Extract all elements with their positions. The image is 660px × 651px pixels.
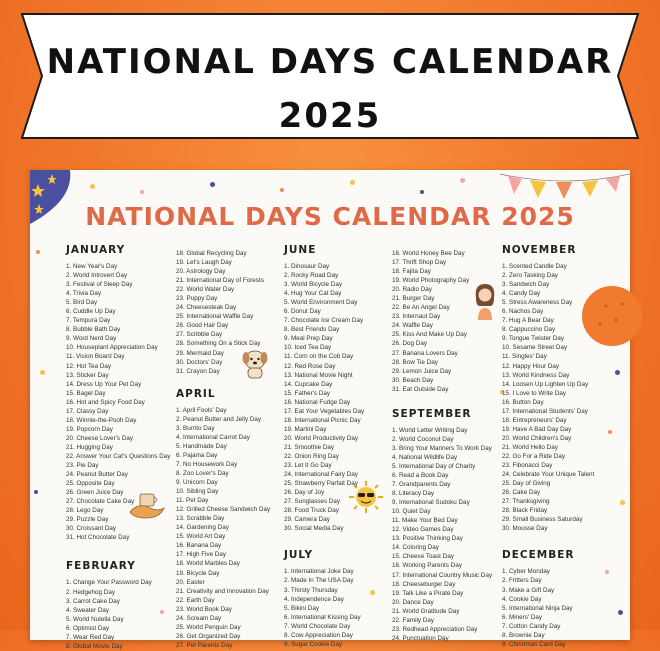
- day-entry: 2. Hedgehog Day: [66, 588, 116, 596]
- day-entry: 5. World Environment Day: [284, 299, 358, 307]
- day-entry: 13. Scrabble Day: [176, 515, 225, 523]
- banner-title-line1: NATIONAL DAYS CALENDAR: [46, 42, 614, 82]
- day-entry: 18. Entrepreneurs' Day: [502, 416, 567, 424]
- day-entry: 20. World Productivity Day: [284, 434, 359, 442]
- month-heading-february: FEBRUARY: [66, 560, 136, 573]
- day-entry: 3. Carrot Cake Day: [66, 597, 120, 605]
- day-entry: 5. Bird Day: [66, 299, 98, 307]
- day-entry: 4. International Carrot Day: [176, 433, 250, 441]
- day-entry: 2. World Introvert Day: [66, 272, 128, 280]
- day-entry: 21. Creativity and Innovation Day: [176, 587, 269, 595]
- day-entry: 17. International Students' Day: [502, 407, 588, 415]
- day-entry: 29. Lemon Juice Day: [392, 367, 452, 375]
- day-entry: 16. National Fudge Day: [284, 398, 351, 406]
- day-entry: 8. Zoo Lover's Day: [176, 469, 229, 477]
- day-entry: 16. Working Parents Day: [392, 562, 462, 570]
- day-entry: 5. Stress Awareness Day: [502, 299, 573, 307]
- month-heading-december: DECEMBER: [502, 549, 575, 562]
- day-entry: 5. International Day of Charity: [392, 462, 476, 470]
- day-entry: 14. Cupcake Day: [284, 380, 333, 388]
- day-entry: 4. Candy Day: [502, 290, 541, 298]
- day-entry: 22. Earth Day: [176, 596, 215, 604]
- day-entry: 7. Chocolate Ice Cream Day: [284, 317, 364, 325]
- calendar-title: NATIONAL DAYS CALENDAR 2025: [85, 202, 575, 231]
- confetti-dot: [615, 370, 620, 375]
- day-entry: 26. Get Organized Day: [176, 632, 241, 640]
- day-entry: 30. Doctors' Day: [176, 358, 223, 366]
- day-entry: 3. Sandwich Day: [502, 281, 550, 289]
- day-entry: 6. Pajama Day: [176, 451, 218, 459]
- day-entry: 18. World Marbles Day: [176, 560, 240, 568]
- day-entry: 13. World Kindness Day: [502, 371, 570, 379]
- day-entry: 16. World Honey Bee Day: [392, 250, 465, 257]
- day-entry: 3. Make a Gift Day: [502, 586, 555, 594]
- confetti-dot: [34, 490, 38, 494]
- day-entry: 19. Have A Bad Day Day: [502, 425, 572, 433]
- day-entry: 17. Eat Your Vegetables Day: [284, 407, 365, 415]
- day-entry: 23. Internaut Day: [392, 313, 441, 321]
- day-entry: 10. Iced Tea Day: [284, 344, 332, 352]
- day-entry: 16. Button Day: [502, 398, 544, 406]
- day-entry: 26. Good Hair Day: [176, 322, 229, 330]
- day-entry: 12. Grilled Cheese Sandwich Day: [176, 506, 271, 514]
- day-entry: 1. Scented Candle Day: [502, 263, 567, 270]
- day-entry: 27. Scribble Day: [176, 331, 223, 339]
- month-heading-november: NOVEMBER: [502, 244, 577, 256]
- day-entry: 5. International Ninja Day: [502, 604, 573, 612]
- day-entry: 2. Peanut Butter and Jelly Day: [176, 415, 262, 423]
- day-entry: 24. Punctuation Day: [392, 634, 449, 642]
- day-entry: 13. National Movie Night: [284, 371, 353, 379]
- day-entry: 6. Cuddle Up Day: [66, 308, 116, 316]
- day-entry: 17. Thrift Shop Day: [392, 259, 447, 267]
- day-entry: 22. Onion Ring Day: [284, 452, 339, 460]
- day-entry: 7. World Chocolate Day: [284, 622, 351, 630]
- day-entry: 4. Hug Your Cat Day: [284, 290, 342, 298]
- day-entry: 6. Optimist Day: [66, 624, 110, 632]
- calendar-sheet: [30, 170, 630, 650]
- day-entry: 20. World Children's Day: [502, 434, 572, 442]
- day-list-september: [392, 426, 496, 643]
- day-entry: 22. Family Day: [392, 616, 434, 624]
- day-entry: 1. Dinosaur Day: [284, 263, 330, 270]
- day-entry: 29. Small Business Saturday: [502, 516, 583, 524]
- day-entry: 25. Day of Giving: [502, 480, 551, 488]
- day-entry: 10. Quiet Day: [392, 508, 431, 516]
- day-entry: 23. Redhead Appreciation Day: [392, 625, 478, 633]
- confetti-dot: [90, 184, 95, 189]
- day-entry: 23. Fibonacci Day: [502, 462, 553, 470]
- day-entry: 9. Unicorn Day: [176, 479, 218, 487]
- day-entry: 24. Waffle Day: [392, 322, 433, 330]
- day-entry: 4. Sweater Day: [66, 606, 110, 614]
- day-list-august: [392, 249, 496, 394]
- day-entry: 16. Banana Day: [176, 542, 222, 550]
- day-entry: 7. No Housework Day: [176, 460, 238, 468]
- day-entry: 8. Bubble Bath Day: [66, 326, 121, 334]
- day-entry: 9. Meal Prep Day: [284, 335, 333, 343]
- day-entry: 11. Make Your Bed Day: [392, 517, 458, 525]
- day-entry: 9. Sugar Cookie Day: [284, 640, 343, 648]
- day-entry: 21. International Day of Forests: [176, 277, 264, 285]
- day-entry: 14. Dress Up Your Pet Day: [66, 380, 142, 388]
- day-entry: 8. Cappuccino Day: [502, 326, 556, 334]
- day-entry: 1. Change Your Password Day: [66, 579, 152, 587]
- day-entry: 29. Mermaid Day: [176, 349, 224, 357]
- day-entry: 31. Hot Chocolate Day: [66, 534, 130, 542]
- day-entry: 5. World Nutella Day: [66, 615, 124, 623]
- confetti-dot: [420, 190, 424, 194]
- day-entry: 27. Banana Lovers Day: [392, 349, 458, 357]
- column-3: [284, 242, 388, 649]
- day-entry: 28. Lego Day: [66, 507, 104, 515]
- confetti-dot: [350, 180, 355, 185]
- day-entry: 3. Burrito Day: [176, 424, 215, 432]
- day-entry: 15. Father's Day: [284, 389, 330, 397]
- day-entry: 19. Talk Like a Pirate Day: [392, 589, 464, 597]
- day-entry: 13. Positive Thinking Day: [392, 535, 463, 543]
- day-entry: 11. Vision Board Day: [66, 353, 125, 361]
- day-entry: 9. Christmas Card Day: [502, 640, 566, 648]
- confetti-dot: [280, 188, 284, 192]
- day-entry: 12. Happy Hour Day: [502, 362, 560, 370]
- day-entry: 21. World Gratitude Day: [392, 607, 460, 615]
- confetti-dot: [40, 370, 45, 375]
- day-entry: 29. Puzzle Day: [66, 516, 109, 524]
- day-entry: 24. Scream Day: [176, 614, 222, 622]
- day-entry: 1. April Fools' Day: [176, 406, 227, 414]
- day-entry: 18. Cheeseburger Day: [392, 580, 456, 588]
- day-entry: 1. World Letter Writing Day: [392, 426, 468, 434]
- day-entry: 26. Green Juice Day: [66, 489, 124, 497]
- day-entry: 6. International Kissing Day: [284, 613, 361, 621]
- day-entry: 27. Chocolate Cake Day: [66, 498, 135, 506]
- month-heading-january: JANUARY: [66, 244, 126, 256]
- day-entry: 23. Puppy Day: [176, 295, 218, 303]
- day-entry: 4. Trivia Day: [66, 290, 101, 298]
- day-entry: 3. Thirsty Thursday: [284, 586, 338, 594]
- day-entry: 21. Burger Day: [392, 295, 435, 303]
- day-entry: 9. Word Nerd Day: [66, 335, 117, 343]
- day-entry: 25. International Waffle Day: [176, 313, 254, 321]
- day-entry: 16. Hot and Spicy Food Day: [66, 398, 145, 406]
- day-entry: 9. International Sudoku Day: [392, 499, 470, 507]
- day-entry: 25. Opposite Day: [66, 480, 115, 488]
- day-entry: 8. Brownie Day: [502, 631, 545, 639]
- day-entry: 17. High Five Day: [176, 551, 227, 559]
- day-entry: 23. World Book Day: [176, 605, 232, 613]
- day-entry: 12. Hot Tea Day: [66, 362, 112, 370]
- day-entry: 2. World Coconut Day: [392, 435, 454, 443]
- day-list-january: [66, 262, 170, 542]
- day-entry: 21. World Hello Day: [502, 443, 558, 451]
- day-entry: 7. Tempura Day: [66, 317, 111, 325]
- day-entry: 19. Let's Laugh Day: [176, 259, 232, 267]
- day-entry: 21. Smoothie Day: [284, 443, 335, 451]
- day-entry: 25. World Penguin Day: [176, 623, 241, 631]
- confetti-dot: [460, 178, 465, 183]
- day-entry: 29. Camera Day: [284, 516, 330, 524]
- day-entry: 19. Bicycle Day: [176, 569, 220, 577]
- day-entry: 25. Strawberry Parfait Day: [284, 480, 358, 488]
- day-entry: 18. Winnie-the-Pooh Day: [66, 416, 137, 424]
- month-heading-june: JUNE: [284, 244, 317, 256]
- day-entry: 8. Literacy Day: [392, 490, 434, 498]
- day-entry: 15. I Love to Write Day: [502, 389, 566, 397]
- day-entry: 26. Dog Day: [392, 340, 428, 348]
- day-entry: 10. Sibling Day: [176, 488, 219, 496]
- day-entry: 28. Food Truck Day: [284, 507, 339, 515]
- day-entry: 1. International Joke Day: [284, 568, 354, 576]
- day-entry: 6. Nachos Day: [502, 308, 544, 316]
- day-entry: 30. Mousse Day: [502, 525, 548, 533]
- day-entry: 6. Miners' Day: [502, 613, 543, 621]
- day-entry: 26. Cake Day: [502, 489, 541, 497]
- month-heading-april: APRIL: [176, 387, 216, 400]
- day-entry: 22. Answer Your Cat's Questions Day: [66, 452, 171, 460]
- confetti-dot: [210, 182, 215, 187]
- day-entry: 20. Easter: [176, 578, 205, 586]
- day-entry: 23. Pie Day: [66, 462, 99, 470]
- day-entry: 28. Something On a Stick Day: [176, 340, 261, 348]
- day-entry: 31. Crayon Day: [176, 367, 220, 375]
- day-entry: 1. Cyber Monday: [502, 568, 550, 576]
- day-entry: 19. World Photography Day: [392, 277, 470, 285]
- day-entry: 27. Sunglasses Day: [284, 498, 341, 506]
- day-entry: 23. Let It Go Day: [284, 462, 332, 470]
- banner-title-line2: 2025: [278, 96, 382, 136]
- month-heading-july: JULY: [284, 549, 314, 562]
- day-entry: 15. Bagel Day: [66, 389, 106, 397]
- day-entry: 5. Bikini Day: [284, 604, 319, 612]
- column-5: [502, 242, 606, 649]
- day-entry: 5. Handmade Day: [176, 442, 227, 450]
- day-entry: 21. Hugging Day: [66, 443, 113, 451]
- day-entry: 3. Bring Your Manners To Work Day: [392, 444, 492, 452]
- confetti-dot: [608, 430, 612, 434]
- day-entry: 6. Donut Day: [284, 308, 321, 316]
- month-heading-september: SEPTEMBER: [392, 407, 472, 420]
- confetti-dot: [36, 250, 40, 254]
- day-entry: 1. New Year's Day: [66, 263, 118, 270]
- day-entry: 13. Sticker Day: [66, 371, 109, 379]
- day-entry: 24. International Fairy Day: [284, 471, 358, 479]
- day-entry: 26. Day of Joy: [284, 489, 325, 497]
- day-entry: 11. Corn on the Cob Day: [284, 353, 354, 361]
- day-entry: 22. Be An Angel Day: [392, 304, 450, 312]
- day-entry: 27. Pet Parents Day: [176, 641, 233, 649]
- day-entry: 7. Cotton Candy Day: [502, 622, 561, 630]
- day-entry: 2. Zero Tasking Day: [502, 272, 558, 280]
- day-entry: 7. Grandparents Day: [392, 481, 451, 489]
- column-2: [176, 249, 280, 650]
- day-entry: 18. International Picnic Day: [284, 416, 361, 424]
- day-list-february: [66, 578, 170, 650]
- day-entry: 11. Pet Day: [176, 497, 209, 505]
- day-entry: 2. Fritters Day: [502, 577, 542, 585]
- day-entry: 24. Peanut Butter Day: [66, 471, 128, 479]
- day-entry: 3. Festival of Sleep Day: [66, 281, 133, 289]
- day-list-april: [176, 406, 280, 650]
- confetti-dot: [620, 500, 625, 505]
- day-entry: 25. Kiss And Make Up Day: [392, 331, 467, 339]
- day-list-march: [176, 249, 280, 376]
- day-entry: 20. Cheese Lover's Day: [66, 434, 134, 442]
- day-entry: 2. Made In The USA Day: [284, 577, 354, 585]
- day-entry: 30. Social Media Day: [284, 525, 344, 533]
- day-entry: 9. Tongue Twister Day: [502, 335, 565, 343]
- day-entry: 7. Wear Red Day: [66, 633, 115, 641]
- day-entry: 15. Cheese Toast Day: [392, 553, 454, 561]
- day-entry: 20. Astrology Day: [176, 268, 226, 276]
- day-list-november: [502, 262, 606, 533]
- day-list-june: [284, 262, 388, 533]
- day-entry: 6. Read a Book Day: [392, 471, 449, 479]
- day-entry: 20. Dance Day: [392, 598, 434, 606]
- day-entry: 12. Red Rose Day: [284, 362, 336, 370]
- day-entry: 11. Singles' Day: [502, 353, 547, 361]
- day-entry: 28. Bow Tie Day: [392, 358, 438, 366]
- day-entry: 8. Global Movie Day: [66, 642, 123, 650]
- day-entry: 18. Fajita Day: [392, 268, 431, 276]
- day-entry: 12. Video Games Day: [392, 526, 454, 534]
- day-entry: 17. Classy Day: [66, 407, 109, 415]
- day-entry: 14. Gardening Day: [176, 524, 229, 532]
- day-entry: 14. Loosen Up Lighten Up Day: [502, 380, 589, 388]
- day-entry: 24. Cheesesteak Day: [176, 304, 237, 312]
- day-entry: 30. Croissant Day: [66, 525, 117, 533]
- day-entry: 30. Beach Day: [392, 376, 434, 384]
- day-entry: 4. Cookie Day: [502, 595, 542, 603]
- day-entry: 15. World Art Day: [176, 533, 226, 541]
- day-entry: 31. Eat Outside Day: [392, 385, 449, 393]
- day-entry: 4. National Wildlife Day: [392, 453, 458, 461]
- day-list-july: [284, 567, 388, 648]
- day-entry: 19. Popcorn Day: [66, 425, 113, 433]
- day-entry: 10. Sesame Street Day: [502, 344, 568, 352]
- column-4: [392, 249, 496, 643]
- day-entry: 18. Global Recycling Day: [176, 250, 247, 257]
- day-entry: 4. Independence Day: [284, 595, 344, 603]
- header-banner: [22, 12, 638, 140]
- confetti-dot: [140, 190, 144, 194]
- day-entry: 2. Rocky Road Day: [284, 272, 339, 280]
- day-entry: 22. World Water Day: [176, 286, 235, 294]
- day-entry: 20. Radio Day: [392, 286, 432, 294]
- day-entry: 10. Houseplant Appreciation Day: [66, 344, 158, 352]
- day-list-december: [502, 567, 606, 648]
- day-entry: 24. Celebrate Your Unique Talent: [502, 471, 595, 479]
- day-entry: 27. Thanksgiving: [502, 498, 550, 506]
- day-entry: 17. International Country Music Day: [392, 571, 493, 579]
- confetti-dot: [618, 610, 623, 615]
- day-entry: 7. Hug A Bear Day: [502, 317, 554, 325]
- column-1: [66, 242, 170, 651]
- day-entry: 3. World Bicycle Day: [284, 281, 342, 289]
- day-entry: 19. Martini Day: [284, 425, 327, 433]
- day-entry: 8. Cow Appreciation Day: [284, 631, 353, 639]
- day-entry: 14. Coloring Day: [392, 544, 439, 552]
- day-entry: 28. Black Friday: [502, 507, 548, 515]
- day-entry: 22. Go For a Ride Day: [502, 452, 565, 460]
- day-entry: 8. Best Friends Day: [284, 326, 340, 334]
